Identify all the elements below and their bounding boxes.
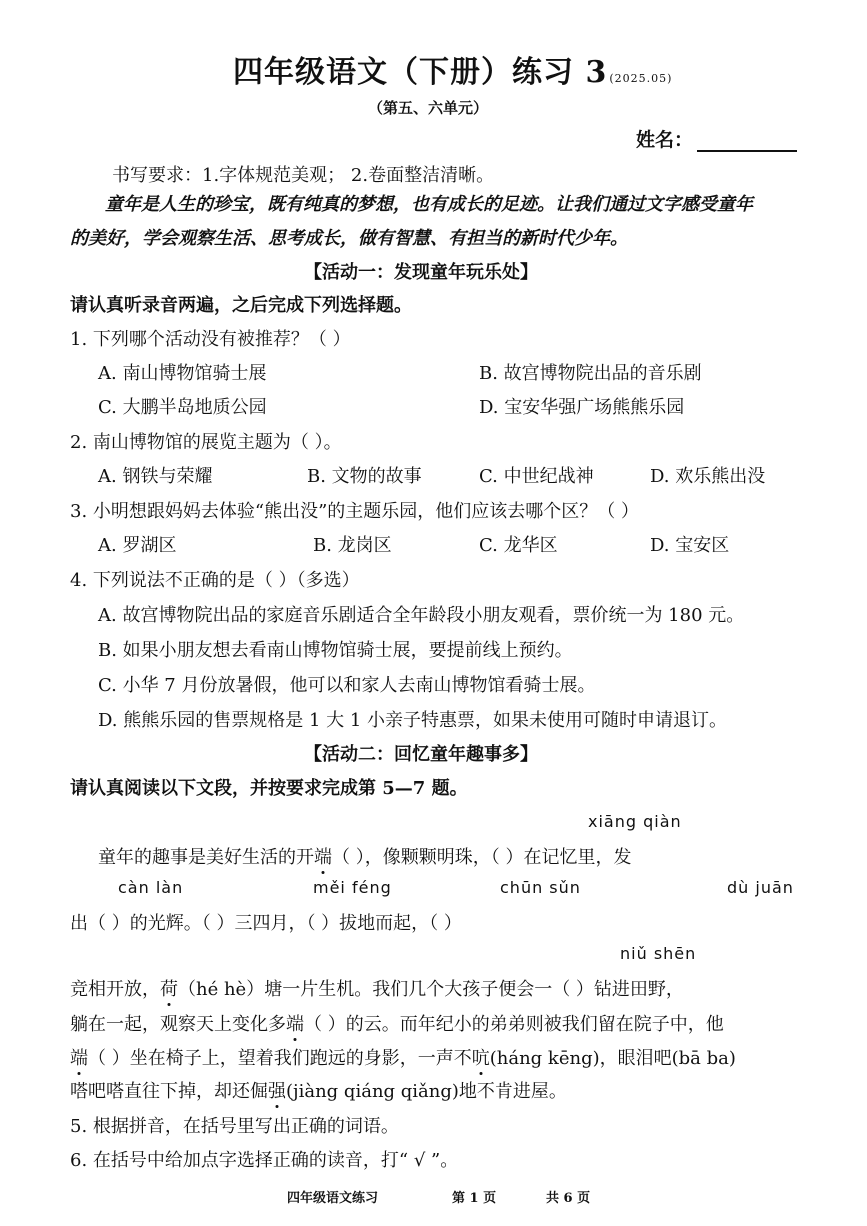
passage-text: (jiàng qiáng qiǎng)地不肯进屋。 [286,1081,567,1102]
q2-option-a: A. 钢铁与荣耀 [98,466,213,487]
passage-text: (bā ba) [671,1048,736,1069]
q1-option-a: A. 南山博物馆骑士展 [98,363,267,384]
intro-line-2: 的美好，学会观察生活、思考成长，做有智慧、有担当的新时代少年。 [70,228,628,249]
q5-stem: 5. 根据拼音，在括号里写出正确的词语。 [70,1116,399,1137]
q1-option-d: D. 宝安华强广场熊熊乐园 [479,397,685,418]
title-text: 四年级语文（下册）练习 3 [233,55,608,90]
q3-option-b: B. 龙岗区 [313,535,392,556]
passage-line-6 [70,1077,567,1103]
passage-text: (háng kēng)，眼泪吧 [489,1048,672,1069]
passage-text: （ ）的云。而年纪小的弟弟则被我们留在院子中，他 [304,1014,724,1035]
q1-option-b: B. 故宫博物院出品的音乐剧 [479,363,702,384]
q3-stem: 3. 小明想跟妈妈去体验“熊出没”的主题乐园，他们应该去哪个区？（ ） [70,501,640,522]
page-subtitle: （第五、六单元） [368,99,489,117]
q2-option-d: D. 欢乐熊出没 [650,466,766,487]
q3-option-a: A. 罗湖区 [98,535,177,556]
footer-label: 四年级语文练习 [287,1191,379,1206]
passage-line-2: 出（ ）的光辉。（ ）三四月，（ ）拔地而起，（ ） [70,913,462,934]
footer-total-pages: 共 6 页 [546,1191,591,1206]
passage-text: 竞相开放， [70,979,160,1000]
pinyin-can-lan: càn làn [118,878,184,897]
passage-text: 嗒吧嗒直往下掉，却还倔 [70,1081,268,1102]
activity2-instruction: 请认真阅读以下文段，并按要求完成第 5—7 题。 [70,778,468,799]
passage-text: （ ）坐在椅子上，望着我们跑远的身影，一声不 [88,1048,472,1069]
page-title [233,47,672,91]
q4-option-c: C. 小华 7 月份放暑假，他可以和家人去南山博物馆看骑士展。 [98,675,596,696]
pinyin-chun-sun: chūn sǔn [500,878,581,897]
dotted-char: 吭 [471,1048,490,1069]
dotted-char: 端 [286,1014,304,1035]
pinyin-niu-shen: niǔ shēn [620,944,697,963]
name-blank-line [697,132,797,152]
q2-option-b: B. 文物的故事 [307,466,422,487]
q1-stem: 1. 下列哪个活动没有被推荐？（ ） [70,329,351,350]
q2-stem: 2. 南山博物馆的展览主题为（ ）。 [70,432,342,453]
passage-line-5 [70,1044,736,1070]
intro-line-1: 童年是人生的珍宝，既有纯真的梦想，也有成长的足迹。让我们通过文字感受童年 [105,194,753,215]
dotted-char: 端 [70,1048,88,1069]
q3-option-d: D. 宝安区 [650,535,730,556]
passage-text: 躺在一起，观察天上变化多 [70,1014,286,1035]
q4-option-d: D. 熊熊乐园的售票规格是 1 大 1 小亲子特惠票，如果未使用可随时申请退订。 [98,710,728,731]
q4-stem: 4. 下列说法不正确的是（ ）（多选） [70,570,360,591]
q4-option-a: A. 故宫博物院出品的家庭音乐剧适合全年龄段小朋友观看，票价统一为 180 元。 [98,605,745,626]
title-date: (2025.05) [609,72,673,85]
pinyin-du-juan: dù juān [727,878,794,897]
activity1-heading: 【活动一：发现童年玩乐处】 [304,262,538,283]
q6-stem: 6. 在括号中给加点字选择正确的读音，打“ √ ”。 [70,1150,459,1171]
passage-line-4 [70,1010,724,1036]
dotted-char: 端 [314,847,332,868]
q4-option-b: B. 如果小朋友想去看南山博物馆骑士展，要提前线上预约。 [98,640,573,661]
passage-text: 童年的趣事是美好生活的开 [98,847,314,868]
name-field [636,125,797,152]
dotted-char: 强 [268,1081,286,1102]
writing-requirements: 书写要求：1.字体规范美观； 2.卷面整洁清晰。 [112,165,495,186]
activity1-instruction: 请认真听录音两遍，之后完成下列选择题。 [70,295,412,316]
passage-line-1 [98,843,631,869]
passage-line-3 [70,975,684,1001]
passage-text: （hé hè）塘一片生机。我们几个大孩子便会一（ ）钻进田野， [178,979,684,1000]
activity2-heading: 【活动二：回忆童年趣事多】 [304,744,538,765]
name-label: 姓名： [636,129,694,151]
dotted-char: 荷 [160,979,178,1000]
pinyin-xiang-qian: xiāng qiàn [588,812,682,831]
pinyin-mei-feng: měi féng [313,878,392,897]
q3-option-c: C. 龙华区 [479,535,558,556]
q2-option-c: C. 中世纪战神 [479,466,594,487]
q1-option-c: C. 大鹏半岛地质公园 [98,397,267,418]
footer-page-number: 第 1 页 [452,1191,497,1206]
passage-text: （ ），像颗颗明珠，（ ）在记忆里，发 [332,847,632,868]
